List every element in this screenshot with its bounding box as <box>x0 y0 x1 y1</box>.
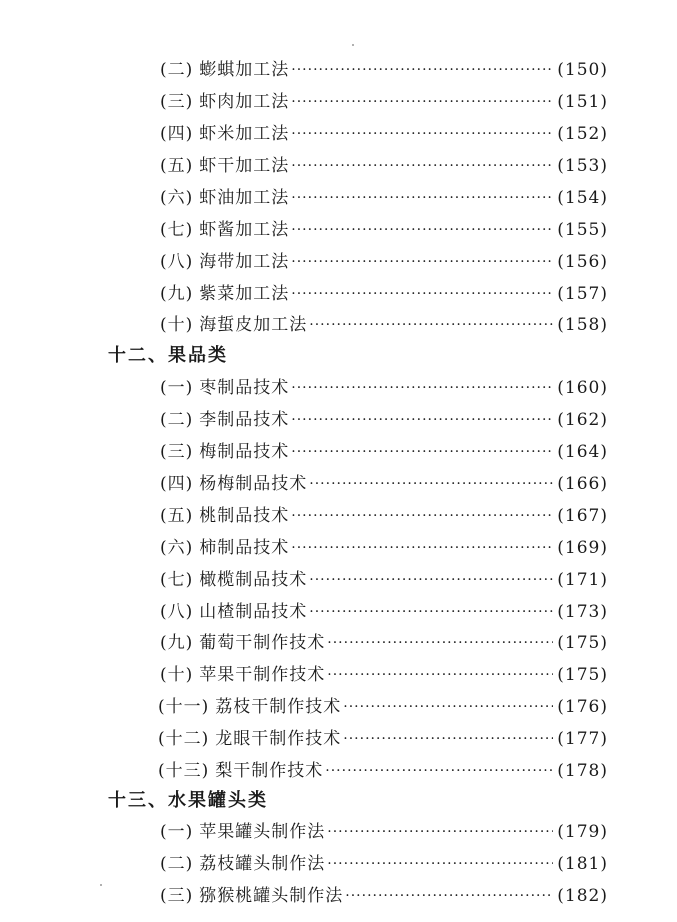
entry-number: (十三) <box>158 761 210 781</box>
dot-leader <box>291 56 553 84</box>
entry-page-number: (175) <box>557 665 608 685</box>
entry-number: (三) <box>160 442 194 462</box>
entry-page-number: (178) <box>557 761 608 781</box>
dot-leader <box>291 280 553 308</box>
entry-number: (四) <box>160 124 194 144</box>
entry-number: (一) <box>160 378 194 398</box>
dot-leader <box>345 882 553 910</box>
entry-page-number: (169) <box>557 538 608 558</box>
dot-leader <box>291 502 553 530</box>
entry-title: 虾油加工法 <box>199 188 290 208</box>
entry-number: (七) <box>160 220 194 240</box>
toc-entry <box>160 280 608 308</box>
entry-number: (三) <box>160 92 194 112</box>
entry-title: 梨干制作技术 <box>215 761 324 781</box>
section-heading-fruit-products: 十二、果品类 <box>108 345 228 366</box>
entry-title: 桃制品技术 <box>199 506 290 526</box>
toc-entry <box>160 818 608 846</box>
entry-title: 蟛蜞加工法 <box>199 60 290 80</box>
toc-entry <box>160 56 608 84</box>
dot-leader <box>291 184 553 212</box>
entry-title: 虾米加工法 <box>199 124 290 144</box>
entry-title: 枣制品技术 <box>199 378 290 398</box>
entry-number: (一) <box>160 822 194 842</box>
toc-entry <box>160 216 608 244</box>
dot-leader <box>291 152 553 180</box>
entry-number: (九) <box>160 284 194 304</box>
dot-leader <box>327 661 553 689</box>
entry-number: (六) <box>160 538 194 558</box>
entry-page-number: (164) <box>557 442 608 462</box>
entry-page-number: (160) <box>557 378 608 398</box>
toc-entry <box>160 882 608 910</box>
entry-page-number: (153) <box>557 156 608 176</box>
entry-page-number: (176) <box>557 697 608 717</box>
dot-leader <box>309 470 553 498</box>
entry-number: (五) <box>160 156 194 176</box>
toc-entry <box>160 598 608 626</box>
entry-title: 荔枝罐头制作法 <box>199 854 326 874</box>
entry-number: (六) <box>160 188 194 208</box>
entry-page-number: (173) <box>557 602 608 622</box>
section-heading-canned-fruit: 十三、水果罐头类 <box>108 790 268 811</box>
entry-title: 海带加工法 <box>199 252 290 272</box>
toc-entry <box>160 502 608 530</box>
entry-title: 山楂制品技术 <box>199 602 308 622</box>
entry-page-number: (155) <box>557 220 608 240</box>
entry-title: 苹果罐头制作法 <box>199 822 326 842</box>
scan-speck <box>352 44 354 46</box>
entry-number: (十二) <box>158 729 210 749</box>
entry-number: (十) <box>160 315 194 335</box>
entry-page-number: (167) <box>557 506 608 526</box>
toc-entry <box>160 661 608 689</box>
dot-leader <box>327 850 553 878</box>
entry-number: (九) <box>160 633 194 653</box>
dot-leader <box>291 406 553 434</box>
entry-page-number: (175) <box>557 633 608 653</box>
entry-page-number: (171) <box>557 570 608 590</box>
toc-entry <box>160 374 608 402</box>
entry-number: (八) <box>160 602 194 622</box>
dot-leader <box>327 629 553 657</box>
entry-title: 梅制品技术 <box>199 442 290 462</box>
entry-number: (四) <box>160 474 194 494</box>
entry-page-number: (151) <box>557 92 608 112</box>
entry-title: 紫菜加工法 <box>199 284 290 304</box>
toc-entry <box>160 438 608 466</box>
entry-title: 虾肉加工法 <box>199 92 290 112</box>
entry-page-number: (152) <box>557 124 608 144</box>
entry-number: (八) <box>160 252 194 272</box>
entry-number: (七) <box>160 570 194 590</box>
toc-entry <box>160 184 608 212</box>
entry-title: 虾干加工法 <box>199 156 290 176</box>
dot-leader <box>291 374 553 402</box>
dot-leader <box>291 216 553 244</box>
dot-leader <box>291 88 553 116</box>
entry-title: 龙眼干制作技术 <box>215 729 342 749</box>
toc-entry <box>160 629 608 657</box>
entry-page-number: (166) <box>557 474 608 494</box>
entry-title: 葡萄干制作技术 <box>199 633 326 653</box>
dot-leader <box>343 725 553 753</box>
dot-leader <box>309 598 553 626</box>
entry-title: 荔枝干制作技术 <box>215 697 342 717</box>
entry-number: (三) <box>160 886 194 906</box>
dot-leader <box>291 438 553 466</box>
toc-entry <box>158 693 608 721</box>
toc-entry <box>160 152 608 180</box>
entry-title: 海蜇皮加工法 <box>199 315 308 335</box>
entry-page-number: (156) <box>557 252 608 272</box>
entry-title: 李制品技术 <box>199 410 290 430</box>
toc-entry <box>160 850 608 878</box>
dot-leader <box>291 248 553 276</box>
scan-speck <box>100 884 102 886</box>
entry-number: (二) <box>160 410 194 430</box>
entry-title: 柿制品技术 <box>199 538 290 558</box>
entry-page-number: (157) <box>557 284 608 304</box>
entry-page-number: (158) <box>557 315 608 335</box>
entry-number: (五) <box>160 506 194 526</box>
entry-number: (二) <box>160 854 194 874</box>
dot-leader <box>309 566 553 594</box>
entry-page-number: (154) <box>557 188 608 208</box>
dot-leader <box>291 120 553 148</box>
dot-leader <box>309 311 553 339</box>
entry-page-number: (162) <box>557 410 608 430</box>
entry-page-number: (177) <box>557 729 608 749</box>
entry-title: 苹果干制作技术 <box>199 665 326 685</box>
entry-number: (十一) <box>158 697 210 717</box>
toc-entry <box>160 470 608 498</box>
toc-entry <box>160 406 608 434</box>
dot-leader <box>291 534 553 562</box>
dot-leader <box>327 818 553 846</box>
toc-entry <box>160 120 608 148</box>
toc-entry <box>160 534 608 562</box>
entry-page-number: (181) <box>557 854 608 874</box>
dot-leader <box>343 693 553 721</box>
entry-number: (十) <box>160 665 194 685</box>
entry-page-number: (182) <box>557 886 608 906</box>
dot-leader <box>325 757 553 785</box>
toc-entry <box>160 88 608 116</box>
toc-entry <box>160 566 608 594</box>
entry-title: 猕猴桃罐头制作法 <box>199 886 344 906</box>
entry-title: 橄榄制品技术 <box>199 570 308 590</box>
entry-title: 杨梅制品技术 <box>199 474 308 494</box>
toc-entry <box>158 725 608 753</box>
toc-entry <box>158 757 608 785</box>
entry-page-number: (150) <box>557 60 608 80</box>
entry-page-number: (179) <box>557 822 608 842</box>
toc-entry <box>160 311 608 339</box>
toc-entry <box>160 248 608 276</box>
entry-title: 虾酱加工法 <box>199 220 290 240</box>
entry-number: (二) <box>160 60 194 80</box>
